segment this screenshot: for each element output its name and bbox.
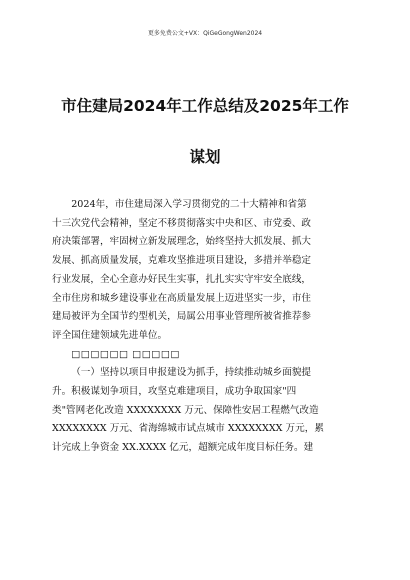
- paragraph-2: [52, 364, 362, 458]
- paragraph-1-line-1: 2024年，市住建局深入学习贯彻党的二十大精神和省第: [71, 199, 307, 210]
- paragraph-2-line-4: XXXXXXXX 万元、省海绵城市试点城市 XXXXXXXX 万元，累: [52, 423, 324, 435]
- document-body: [52, 196, 362, 458]
- paragraph-1: [52, 196, 362, 346]
- paragraph-2-line-1: （一）坚持以项目申报建设为抓手，持续推动城乡面貌提: [71, 367, 312, 379]
- paragraph-1-line-2: 十三次党代会精神，坚定不移贯彻落实中央和区、市党委、政: [52, 217, 312, 229]
- paragraph-1-line-3: 府决策部署，牢固树立新发展理念，始终坚持大抓发展、抓大: [52, 236, 312, 248]
- paragraph-2-line-5: 计完成上争资金 XX.XXXX 亿元，超额完成年度目标任务。建: [52, 442, 314, 454]
- section-heading: □□□□□□ □□□□□: [71, 348, 180, 360]
- document-title-line-1: 市住建局2024年工作总结及2025年工作: [61, 97, 349, 115]
- paragraph-2-line-2: 升。积极谋划争项目，攻坚克难建项目，成功争取国家"四: [52, 386, 297, 398]
- paragraph-1-line-7: 建局被评为全国节约型机关，局属公用事业管理所被省推荐参: [52, 311, 312, 323]
- paragraph-1-line-6: 全市住房和城乡建设事业在高质量发展上迈进坚实一步，市住: [52, 292, 312, 304]
- paragraph-1-line-8: 评全国住建领域先进单位。: [52, 329, 168, 341]
- document-title-line-2: 谋划: [189, 148, 221, 166]
- paragraph-1-line-4: 发展、抓高质量发展，克难攻坚推进项目建设，多措并举稳定: [52, 255, 312, 267]
- paragraph-1-line-5: 行业发展，全心全意办好民生实事，扎扎实实守牢安全底线，: [52, 273, 312, 285]
- header-note: 更多免费公文+VX：QiGeGongWen2024: [147, 30, 263, 37]
- paragraph-2-line-3: 类"管网老化改造 XXXXXXXX 万元、保障性安居工程燃气改造: [52, 404, 319, 416]
